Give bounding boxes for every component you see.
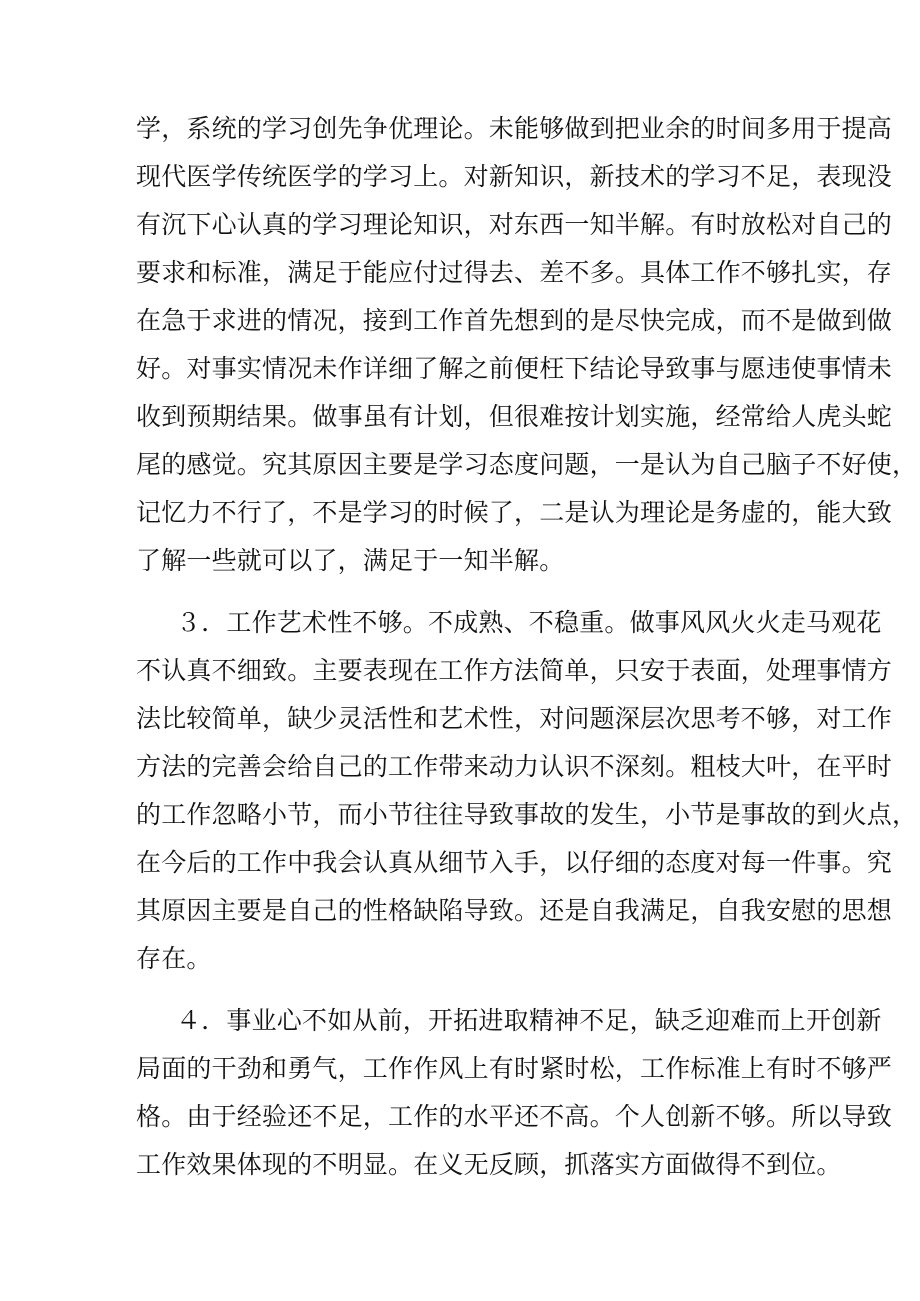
text-line: 在今后的工作中我会认真从细节入手，以仔细的态度对每一件事。究 — [136, 848, 893, 877]
text-line: 在急于求进的情况，接到工作首先想到的是尽快完成，而不是做到做 — [136, 306, 893, 335]
text-line: 局面的干劲和勇气，工作作风上有时紧时松，工作标准上有时不够严 — [136, 1054, 893, 1083]
text-line: 格。由于经验还不足，工作的水平还不高。个人创新不够。所以导致 — [136, 1102, 893, 1131]
text-line: 尾的感觉。究其原因主要是学习态度问题，一是认为自己脑子不好使， — [136, 450, 918, 479]
text-line: 方法的完善会给自己的工作带来动力认识不深刻。粗枝大叶，在平时 — [136, 752, 893, 781]
text-line: 有沉下心认真的学习理论知识，对东西一知半解。有时放松对自己的 — [136, 210, 893, 239]
text-line: 收到预期结果。做事虽有计划，但很难按计划实施，经常给人虎头蛇 — [136, 402, 893, 431]
text-line: 要求和标准，满足于能应付过得去、差不多。具体工作不够扎实，存 — [136, 258, 893, 287]
paragraph-4-first-line: ４．事业心不如从前，开拓进取精神不足，缺乏迎难而上开创新 — [176, 1006, 882, 1035]
paragraph-3-first-line: ３．工作艺术性不够。不成熟、不稳重。做事风风火火走马观花 — [176, 608, 882, 637]
text-line: 好。对事实情况未作详细了解之前便枉下结论导致事与愿违使事情未 — [136, 354, 893, 383]
text-line: 了解一些就可以了，满足于一知半解。 — [136, 546, 565, 575]
text-line: 法比较简单，缺少灵活性和艺术性，对问题深层次思考不够，对工作 — [136, 704, 893, 733]
text-line: 学，系统的学习创先争优理论。未能够做到把业余的时间多用于提高 — [136, 114, 893, 143]
text-line: 其原因主要是自己的性格缺陷导致。还是自我满足，自我安慰的思想 — [136, 896, 893, 925]
text-line: 存在。 — [136, 944, 212, 973]
text-line: 现代医学传统医学的学习上。对新知识，新技术的学习不足，表现没 — [136, 162, 893, 191]
text-line: 工作效果体现的不明显。在义无反顾，抓落实方面做得不到位。 — [136, 1150, 842, 1179]
text-line: 不认真不细致。主要表现在工作方法简单，只安于表面，处理事情方 — [136, 656, 893, 685]
text-line: 的工作忽略小节，而小节往往导致事故的发生，小节是事故的到火点， — [136, 800, 918, 829]
text-line: 记忆力不行了，不是学习的时候了，二是认为理论是务虚的，能大致 — [136, 498, 893, 527]
